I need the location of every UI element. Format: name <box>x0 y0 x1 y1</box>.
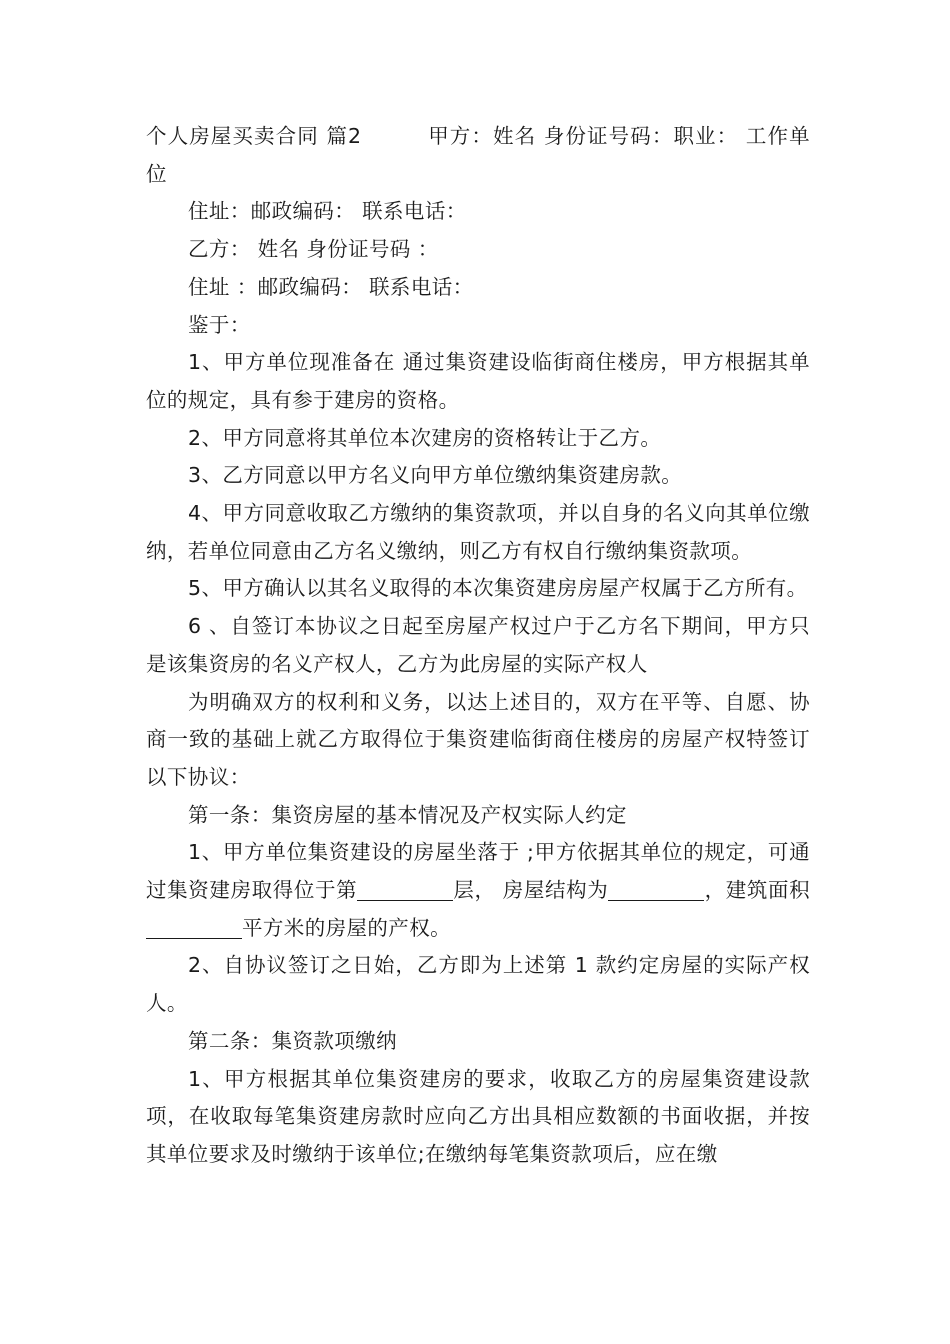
whereas-item-3: 3、乙方同意以甲方名义向甲方单位缴纳集资建房款。 <box>188 463 683 488</box>
floor-blank <box>357 874 453 901</box>
article-1-item-1: 1、甲方单位集资建设的房屋坐落于 ;甲方依据其单位的规定，可通过集资建房取得位于第 层， 房屋结构为 ，建筑面积平方米的房屋的产权。 <box>146 840 811 940</box>
whereas-item-6: 6 、自签订本协议之日起至房屋产权过户于乙方名下期间，甲方只是该集资房的名义产权人，乙方为此房屋的实际产权人 <box>146 614 810 676</box>
party-b-address: 住址 ：邮政编码： 联系电话： <box>188 274 474 299</box>
contract-title: 个人房屋买卖合同 篇2 <box>146 124 362 148</box>
whereas-item-5: 5、甲方确认以其名义取得的本次集资建房房屋产权属于乙方所有。 <box>188 576 808 601</box>
whereas-item-2: 2、甲方同意将其单位本次建房的资格转让于乙方。 <box>188 425 662 450</box>
purpose-paragraph: 为明确双方的权利和义务，以达上述目的，双方在平等、自愿、协商一致的基础上就乙方取得位于集资建临街商住楼房的房屋产权特签订以下协议： <box>146 689 810 789</box>
document-page <box>146 118 810 1174</box>
article-1-item-2: 2、自协议签订之日始，乙方即为上述第 1 款约定房屋的实际产权人。 <box>146 953 810 1016</box>
article-2-heading: 第二条：集资款项缴纳 <box>188 1028 397 1053</box>
contract-heading-line <box>146 118 810 193</box>
whereas-heading: 鉴于： <box>188 312 251 337</box>
article-1-heading: 第一条：集资房屋的基本情况及产权实际人约定 <box>188 802 627 827</box>
whereas-item-4: 4、甲方同意收取乙方缴纳的集资款项，并以自身的名义向其单位缴纳，若单位同意由乙方名义缴纳，则乙方有权自行缴纳集资款项。 <box>146 501 810 563</box>
party-a-address: 住址：邮政编码： 联系电话： <box>188 199 467 224</box>
party-a-info: 甲方：姓名 身份证号码：职业： 工作单位 <box>146 124 810 186</box>
party-b-info: 乙方： 姓名 身份证号码 ： <box>188 237 439 262</box>
structure-blank <box>608 874 704 901</box>
area-blank <box>146 912 242 939</box>
whereas-item-1: 1、甲方单位现准备在 通过集资建设临街商住楼房，甲方根据其单位的规定，具有参于建房的资格。 <box>146 350 810 412</box>
article-2-item-1: 1、甲方根据其单位集资建房的要求，收取乙方的房屋集资建设款项，在收取每笔集资建房款时应向乙方出具相应数额的书面收据，并按其单位要求及时缴纳于该单位;在缴纳每笔集资款项后，应在缴 <box>146 1066 810 1166</box>
